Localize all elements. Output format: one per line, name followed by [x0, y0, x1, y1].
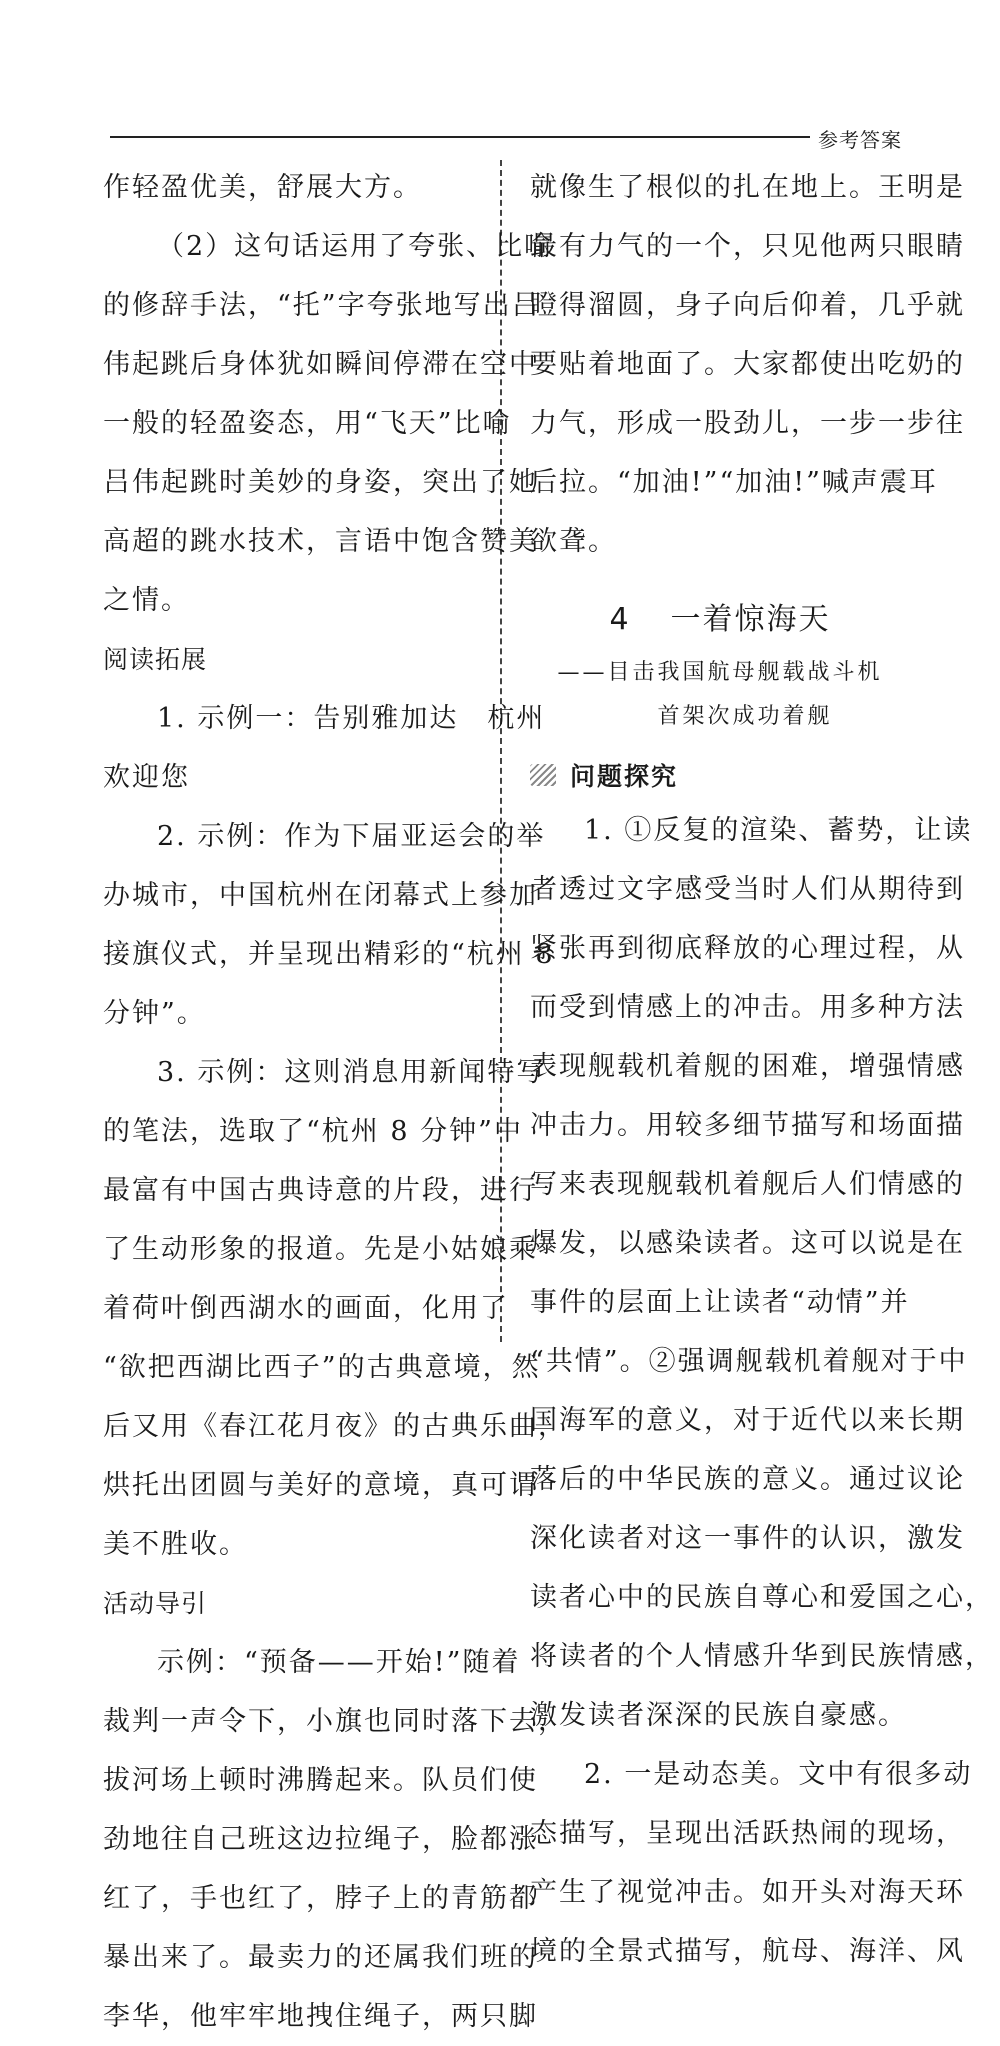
- text-line: 烘托出团圆与美好的意境，真可谓: [103, 1470, 538, 1501]
- text-line: 后又用《春江花月夜》的古典乐曲，: [103, 1411, 567, 1442]
- running-header: 参考答案: [818, 128, 902, 152]
- text-line: 力气，形成一股劲儿，一步一步往: [530, 408, 965, 439]
- text-line: 裁判一声令下，小旗也同时落下去，: [103, 1706, 567, 1737]
- article-title: 一着惊海天: [670, 602, 831, 637]
- text-line: 事件的层面上让读者“动情”并: [530, 1287, 910, 1318]
- text-line: 1. ①反复的渲染、蓄势，让读: [584, 815, 973, 846]
- text-line: 分钟”。: [103, 998, 206, 1029]
- header-rule: [110, 136, 810, 138]
- text-line: 欢迎您: [103, 762, 190, 793]
- text-line: 者透过文字感受当时人们从期待到: [530, 874, 965, 905]
- text-line: 落后的中华民族的意义。通过议论: [530, 1464, 965, 1495]
- text-line: 2. 一是动态美。文中有很多动: [584, 1759, 973, 1790]
- article-subtitle-line2: 首架次成功着舰: [657, 704, 833, 729]
- text-line: 2. 示例：作为下届亚运会的举: [157, 821, 546, 852]
- text-line: 要贴着地面了。大家都使出吃奶的: [530, 349, 965, 380]
- text-line: 1. 示例一：告别雅加达 杭州: [157, 703, 546, 734]
- article-subtitle-line1: ——目击我国航母舰载战斗机: [557, 660, 883, 685]
- text-line: 之情。: [103, 585, 190, 616]
- text-line: （2）这句话运用了夸张、比喻: [157, 231, 554, 262]
- text-line: 后拉。“加油!”“加油!”喊声震耳: [530, 467, 938, 498]
- text-line: 瞪得溜圆，身子向后仰着，几乎就: [530, 290, 965, 321]
- text-line: 而受到情感上的冲击。用多种方法: [530, 992, 965, 1023]
- section-marker-icon: [530, 764, 556, 786]
- text-line: 最富有中国古典诗意的片段，进行: [103, 1175, 538, 1206]
- text-line: 紧张再到彻底释放的心理过程，从: [530, 933, 965, 964]
- text-line: 红了，手也红了，脖子上的青筋都: [103, 1883, 538, 1914]
- text-line: 境的全景式描写，航母、海洋、风: [530, 1936, 965, 1967]
- text-line: 冲击力。用较多细节描写和场面描: [530, 1110, 965, 1141]
- text-line: 表现舰载机着舰的困难，增强情感: [530, 1051, 965, 1082]
- column-divider: [500, 160, 502, 1342]
- text-line: 劲地往自己班这边拉绳子，脸都涨: [103, 1824, 538, 1855]
- text-line: 美不胜收。: [103, 1529, 248, 1560]
- text-line: 李华，他牢牢地拽住绳子，两只脚: [103, 2001, 538, 2032]
- text-line: 产生了视觉冲击。如开头对海天环: [530, 1877, 965, 1908]
- text-line: 最有力气的一个，只见他两只眼睛: [530, 231, 965, 262]
- text-line: 吕伟起跳时美妙的身姿，突出了她: [103, 467, 538, 498]
- text-line: 爆发，以感染读者。这可以说是在: [530, 1228, 965, 1259]
- text-line: 读者心中的民族自尊心和爱国之心，: [530, 1582, 994, 1613]
- right-column-continuation: [530, 158, 965, 571]
- text-line: 示例：“预备——开始!”随着: [157, 1647, 521, 1678]
- text-line: “欲把西湖比西子”的古典意境，然: [103, 1352, 541, 1383]
- section-title: 问题探究: [570, 762, 679, 791]
- text-line: 伟起跳后身体犹如瞬间停滞在空中: [103, 349, 538, 380]
- text-line: 欲聋。: [530, 526, 617, 557]
- text-line: 的笔法，选取了“杭州 8 分钟”中: [103, 1116, 523, 1147]
- text-line: 国海军的意义，对于近代以来长期: [530, 1405, 965, 1436]
- section-header-problem: [530, 749, 910, 801]
- text-line: 将读者的个人情感升华到民族情感，: [530, 1641, 994, 1672]
- text-line: 3. 示例：这则消息用新闻特写: [157, 1057, 546, 1088]
- text-line: 写来表现舰载机着舰后人们情感的: [530, 1169, 965, 1200]
- text-line: 一般的轻盈姿态，用“飞天”比喻: [103, 408, 512, 439]
- article-number: 4: [609, 602, 631, 637]
- left-column: [103, 158, 567, 2046]
- section-heading: 阅读拓展: [103, 645, 208, 674]
- text-line: 高超的跳水技术，言语中饱含赞美: [103, 526, 538, 557]
- text-line: 就像生了根似的扎在地上。王明是: [530, 172, 965, 203]
- text-line: 拔河场上顿时沸腾起来。队员们使: [103, 1765, 538, 1796]
- text-line: 接旗仪式，并呈现出精彩的“杭州 8: [103, 939, 555, 970]
- section-heading: 活动导引: [103, 1589, 208, 1618]
- right-column: [530, 158, 994, 1981]
- text-line: 激发读者深深的民族自豪感。: [530, 1700, 907, 1731]
- text-line: 办城市，中国杭州在闭幕式上参加: [103, 880, 538, 911]
- text-line: 了生动形象的报道。先是小姑娘乘: [103, 1234, 538, 1265]
- text-line: 暴出来了。最卖力的还属我们班的: [103, 1942, 538, 1973]
- text-line: 态描写，呈现出活跃热闹的现场，: [530, 1818, 965, 1849]
- problem-answers: [530, 801, 994, 1981]
- text-line: 着荷叶倒西湖水的画面，化用了: [103, 1293, 509, 1324]
- article-title-block: [530, 589, 910, 739]
- text-line: 作轻盈优美，舒展大方。: [103, 172, 422, 203]
- text-line: “共情”。②强调舰载机着舰对于中: [530, 1346, 968, 1377]
- text-line: 的修辞手法，“托”字夸张地写出吕: [103, 290, 541, 321]
- text-line: 深化读者对这一事件的认识，激发: [530, 1523, 965, 1554]
